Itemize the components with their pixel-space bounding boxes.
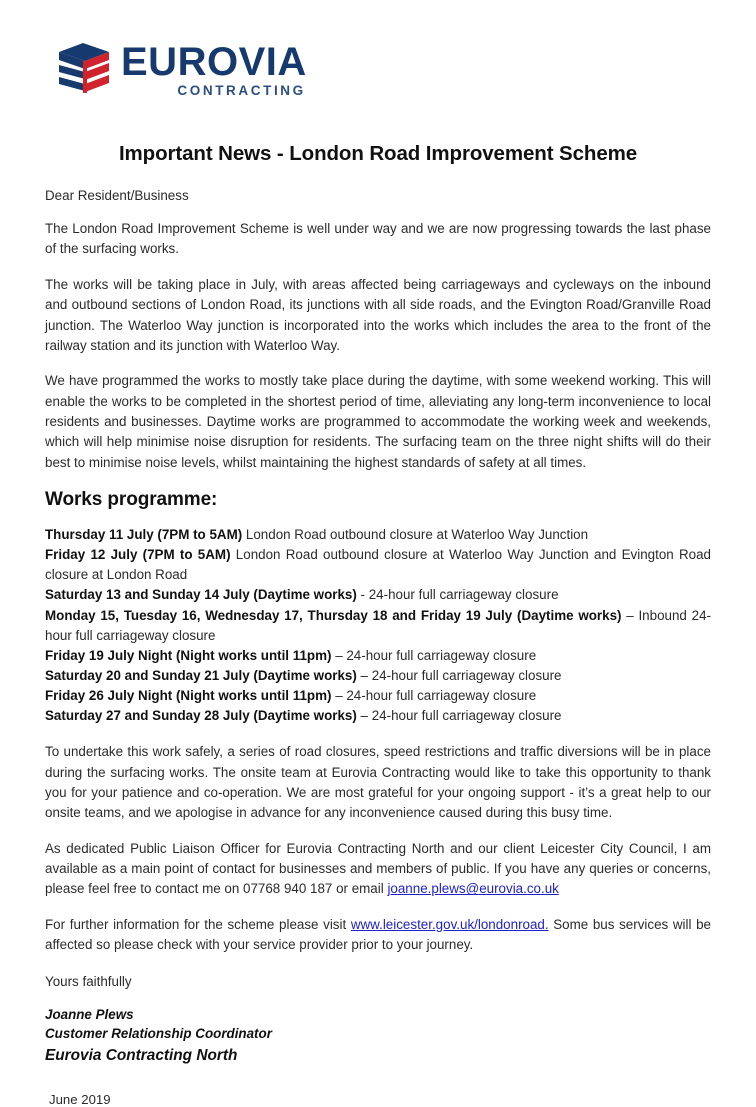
schedule-item <box>45 686 711 706</box>
schedule-item-detail: – 24-hour full carriageway closure <box>331 647 537 663</box>
schedule-item-date: Saturday 27 and Sunday 28 July (Daytime works) <box>45 708 357 724</box>
schedule-item-detail: – 24-hour full carriageway closure <box>356 667 562 683</box>
works-programme-heading: Works programme: <box>45 489 218 511</box>
works-programme-list <box>45 525 711 726</box>
logo-wordmark <box>121 40 307 99</box>
email-link[interactable]: joanne.plews@eurovia.co.uk <box>387 881 559 897</box>
signature-company: Eurovia Contracting North <box>45 1046 238 1064</box>
further-info-suffix: Some bus services will be affected so please check with your service provider prior to your journey. <box>45 916 711 953</box>
schedule-item-detail: – 24-hour full carriageway closure <box>331 688 537 703</box>
salutation: Dear Resident/Business <box>45 188 189 203</box>
schedule-item-date: Friday 12 July (7PM to 5AM) <box>45 547 231 563</box>
schedule-item <box>45 646 711 666</box>
paragraph-contact <box>45 839 711 900</box>
paragraph-scope: The works will be taking place in July, with areas affected being carriageways and cycleways on the inbound and outbound sections of London Road, its junctions with all side roads, and the Evington Road/Granville Road junction. The Waterloo Way junction is incorporated into the works which includes the area to the front of the railway station and its junction with Waterloo Way. <box>45 276 711 353</box>
stacked-layers-icon <box>57 40 111 98</box>
paragraph-further-info <box>45 915 711 956</box>
paragraph-intro: The London Road Improvement Scheme is well under way and we are now progressing towards the last phase of the surfacing works. <box>45 221 711 257</box>
website-link[interactable]: www.leicester.gov.uk/londonroad. <box>350 916 549 932</box>
schedule-item <box>45 666 711 686</box>
schedule-item-detail: – 24-hour full carriageway closure <box>356 708 562 724</box>
schedule-item-date: Thursday 11 July (7PM to 5AM) <box>45 527 243 543</box>
schedule-item-detail: – Inbound 24-hour full carriageway closure <box>45 607 711 643</box>
schedule-item <box>45 545 711 585</box>
schedule-item-date: Saturday 20 and Sunday 21 July (Daytime works) <box>45 667 357 683</box>
schedule-item-date: Friday 26 July Night (Night works until 11pm) <box>45 688 332 703</box>
schedule-item <box>45 585 711 605</box>
signature-role: Customer Relationship Coordinator <box>45 1026 272 1042</box>
contact-lead-text: As dedicated Public Liaison Officer for Eurovia Contracting North and our client Leicester City Council, I am available as a main point of contact for businesses and members of public. If you have any queries or concerns, please feel free to contact me on 07768 940 187 or email <box>45 840 711 897</box>
schedule-item <box>45 606 711 646</box>
schedule-item <box>45 525 711 545</box>
closing-salutation: Yours faithfully <box>45 973 132 989</box>
logo-company-name: EUROVIA <box>121 40 307 84</box>
signature-name: Joanne Plews <box>45 1006 134 1022</box>
schedule-item-date: Friday 19 July Night (Night works until 11pm) <box>45 647 332 663</box>
schedule-item-detail: - 24-hour full carriageway closure <box>356 587 559 603</box>
schedule-item-detail: London Road outbound closure at Waterloo Way Junction <box>242 527 589 543</box>
document-date: June 2019 <box>49 1091 111 1107</box>
company-logo <box>45 0 711 126</box>
schedule-item-detail: London Road outbound closure at Waterloo Way Junction and Evington Road closure at London Road <box>45 547 712 583</box>
schedule-item-date: Saturday 13 and Sunday 14 July (Daytime works) <box>45 587 357 603</box>
document-body <box>45 188 711 1107</box>
logo-tagline: CONTRACTING <box>177 83 306 99</box>
further-info-prefix: For further information for the scheme please visit <box>45 916 351 932</box>
paragraph-timing: We have programmed the works to mostly take place during the daytime, with some weekend working. This will enable the works to be completed in the shortest period of time, alleviating any long-term inconvenience to local residents and businesses. Daytime works are programmed to accommodate the working week and weekends, which will help minimise noise disruption for residents. The surfacing team on the three night shifts will do their best to minimise noise levels, whilst maintaining the highest standards of safety at all times. <box>45 373 711 470</box>
page-title: Important News - London Road Improvement Scheme <box>118 142 638 165</box>
paragraph-closures: To undertake this work safely, a series of road closures, speed restrictions and traffic diversions will be in place during the surfacing works. The onsite team at Eurovia Contracting would like to take this opportunity to thank you for your patience and co-operation. We are most grateful for your ongoing support - it’s a great help to our onsite teams, and we apologise in advance for any inconvenience caused during this busy time. <box>45 744 711 821</box>
schedule-item <box>45 706 711 726</box>
schedule-item-date: Monday 15, Tuesday 16, Wednesday 17, Thursday 18 and Friday 19 July (Daytime works) <box>45 607 622 623</box>
